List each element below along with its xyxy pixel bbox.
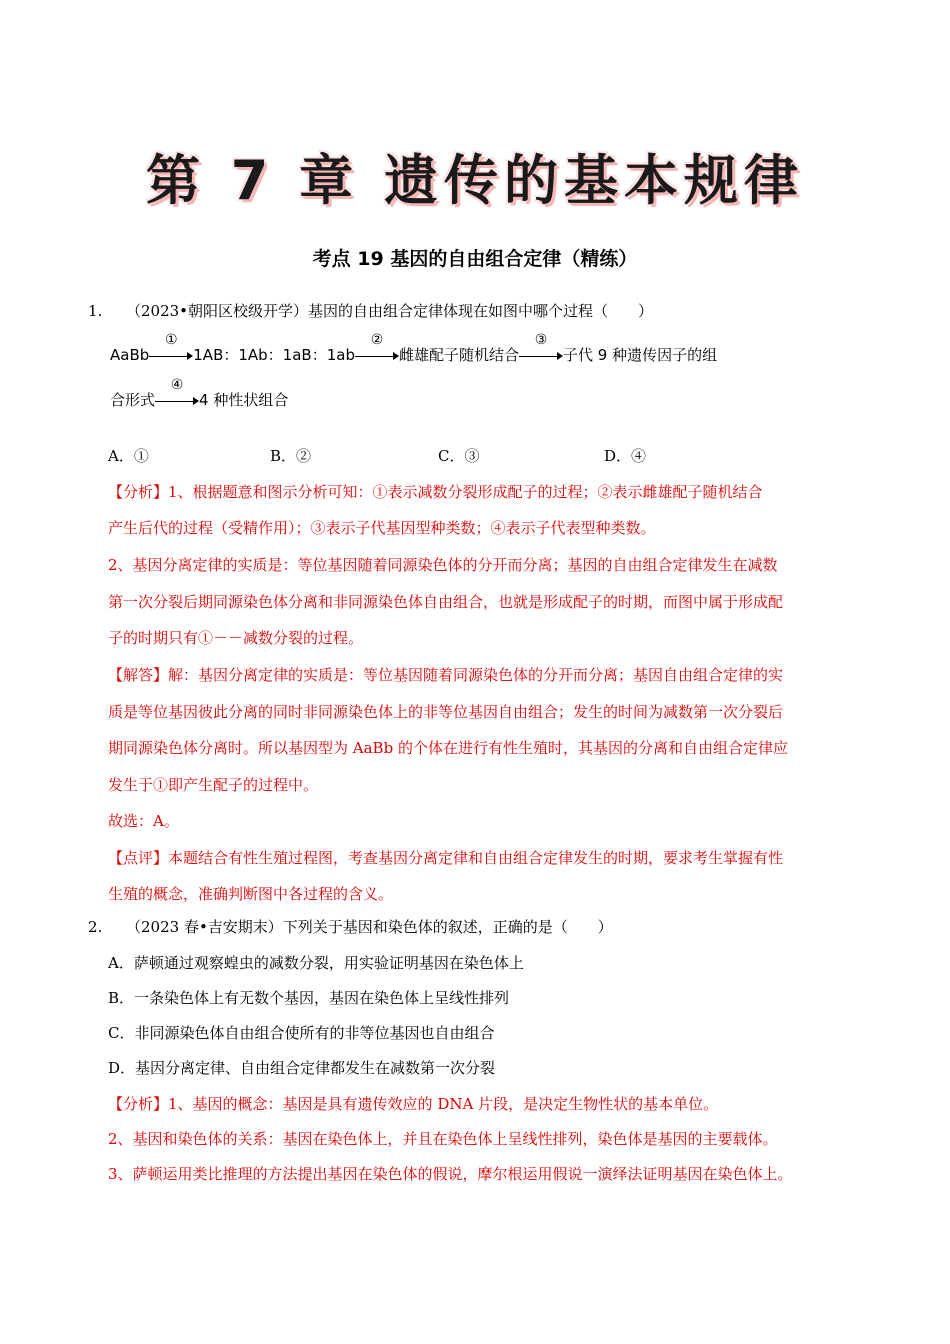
process-diagram-row-1: [110, 331, 718, 365]
answer-line: 期同源染色体分离时。所以基因型为 AaBb 的个体在进行有性生殖时，其基因的分离和自由组合定律应: [108, 739, 788, 757]
option-b[interactable]: B．一条染色体上有无数个基因，基因在染色体上呈线性排列: [108, 989, 510, 1007]
arrow-4: ④: [155, 394, 199, 408]
chapter-title: 第 7 章 遗传的基本规律: [146, 149, 804, 212]
analysis-line: 2、基因和染色体的关系：基因在染色体上，并且在染色体上呈线性排列，染色体是基因的主要载体。: [108, 1130, 778, 1148]
section-title: 考点 19 基因的自由组合定律（精练）: [312, 248, 638, 270]
option-b[interactable]: B．②: [270, 447, 312, 465]
comment-line: 生殖的概念，准确判断图中各过程的含义。: [108, 885, 394, 903]
question-text: （2023•朝阳区校级开学）基因的自由组合定律体现在如图中哪个过程（ ）: [126, 302, 654, 320]
option-c[interactable]: C．非同源染色体自由组合使所有的非等位基因也自由组合: [108, 1024, 495, 1042]
phenotypes-label: 4 种性状组合: [199, 391, 289, 409]
answer-line: 发生于①即产生配子的过程中。: [108, 776, 319, 794]
question-1-stem: [88, 301, 653, 321]
analysis-line: 产生后代的过程（受精作用）；③表示子代基因型种类数；④表示子代表型种类数。: [108, 519, 656, 537]
option-a[interactable]: A．①: [108, 447, 149, 465]
question-number: 2.: [88, 918, 103, 936]
analysis-line: 第一次分裂后期同源染色体分离和非同源染色体自由组合，也就是形成配子的时期，而图中属于形成配: [108, 593, 784, 611]
analysis-line: 【分析】1、基因的概念：基因是具有遗传效应的 DNA 片段，是决定生物性状的基本单位。: [108, 1095, 719, 1113]
question-text: （2023 春•吉安期末）下列关于基因和染色体的叙述，正确的是（ ）: [126, 918, 613, 936]
gametes-label: 1AB：1Ab：1aB：1ab: [193, 346, 355, 364]
option-a[interactable]: A．萨顿通过观察蝗虫的减数分裂，用实验证明基因在染色体上: [108, 954, 524, 972]
question-2-stem: [88, 917, 613, 937]
arrow-3: ③: [519, 349, 563, 363]
option-d[interactable]: D．基因分离定律、自由组合定律都发生在减数第一次分裂: [108, 1059, 496, 1077]
comment-line: 【点评】本题结合有性生殖过程图，考查基因分离定律和自由组合定律发生的时期，要求考生掌握有性: [108, 849, 784, 867]
fertilization-label: 雌雄配子随机结合: [398, 346, 519, 364]
answer-line: 【解答】解：基因分离定律的实质是：等位基因随着同源染色体的分开而分离；基因自由组合定律的实: [108, 666, 784, 684]
genotype-label: AaBb: [110, 346, 150, 364]
question-1-options: [108, 446, 668, 466]
analysis-line: 2、基因分离定律的实质是：等位基因随着同源染色体的分开而分离；基因的自由组合定律发生在减数: [108, 556, 778, 574]
answer-choice: 故选：A。: [108, 812, 179, 830]
process-diagram-row-2: [110, 376, 289, 410]
analysis-line: 子的时期只有①－－减数分裂的过程。: [108, 629, 364, 647]
question-number: 1.: [88, 302, 103, 320]
option-d[interactable]: D．④: [604, 447, 647, 465]
analysis-line: 【分析】1、根据题意和图示分析可知：①表示减数分裂形成配子的过程；②表示雌雄配子随机结合: [108, 483, 763, 501]
answer-line: 质是等位基因彼此分离的同时非同源染色体上的非等位基因自由组合；发生的时间为减数第一次分裂后: [108, 703, 784, 721]
option-c[interactable]: C．③: [438, 447, 480, 465]
analysis-line: 3、萨顿运用类比推理的方法提出基因在染色体的假说，摩尔根运用假说一演绎法证明基因在染色体上。: [108, 1165, 793, 1183]
arrow-1: ①: [149, 349, 193, 363]
offspring-label: 子代 9 种遗传因子的组: [563, 346, 718, 364]
arrow-2: ②: [355, 349, 399, 363]
offspring-label-cont: 合形式: [110, 391, 156, 409]
